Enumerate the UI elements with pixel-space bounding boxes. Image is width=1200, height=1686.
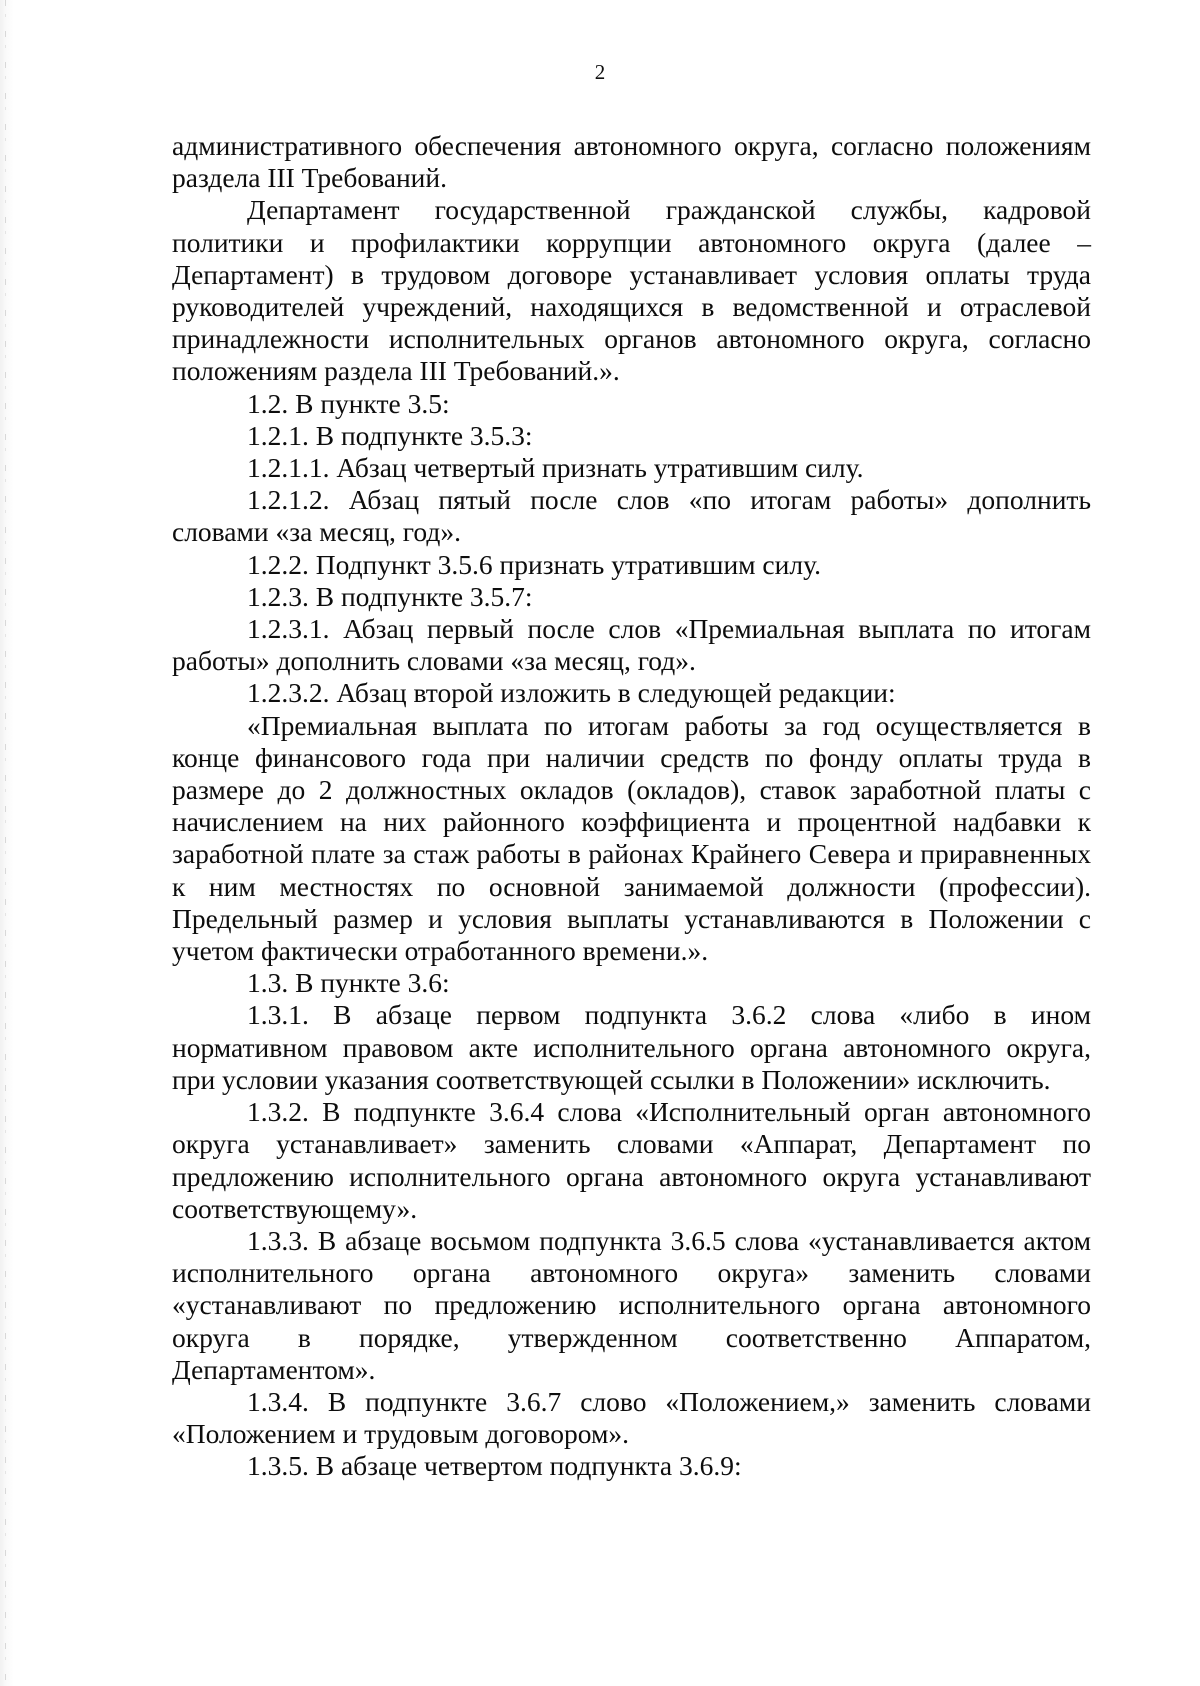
paragraph-item-1-3-4: 1.3.4. В подпункте 3.6.7 слово «Положением,» заменить словами «Положением и трудовым договором». — [172, 1385, 1091, 1450]
paragraph-department: Департамент государственной гражданской службы, кадровой политики и профилактики коррупции автономного округа (далее – Департамент) в трудовом договоре устанавливает условия оплаты труда руководителей учреждений, находящихся в ведомственной и отраслевой принадлежности исполнительных органов автономного округа, согласно положениям раздела III Требований.». — [172, 194, 1091, 387]
paragraph-item-1-3-5: 1.3.5. В абзаце четвертом подпункта 3.6.9: — [247, 1450, 742, 1482]
paragraph-item-1-2-1-2: 1.2.1.2. Абзац пятый после слов «по итогам работы» дополнить словами «за месяц, год». — [172, 484, 1091, 548]
paragraph-item-1-2-3-2: 1.2.3.2. Абзац второй изложить в следующей редакции: — [247, 677, 896, 709]
paragraph-item-1-2-1: 1.2.1. В подпункте 3.5.3: — [247, 419, 533, 451]
paragraph-item-1-2: 1.2. В пункте 3.5: — [247, 387, 450, 419]
paragraph-item-1-3-3: 1.3.3. В абзаце восьмом подпункта 3.6.5 слова «устанавливается актом исполнительного органа автономного округа» заменить словами «устанавливают по предложению исполнительного органа автономного округа в порядке, утвержденном соответственно Аппаратом, Департаментом». — [172, 1224, 1091, 1385]
page-number: 2 — [594, 60, 606, 84]
paragraph-item-1-2-2: 1.2.2. Подпункт 3.5.6 признать утратившим силу. — [247, 548, 821, 580]
paragraph-item-1-2-1-1: 1.2.1.1. Абзац четвертый признать утратившим силу. — [247, 452, 864, 484]
document-body — [172, 130, 1091, 1483]
paragraph-continuation: административного обеспечения автономного округа, согласно положениям раздела III Требований. — [172, 130, 1091, 194]
scan-edge — [0, 0, 14, 1686]
paragraph-item-1-3-1: 1.3.1. В абзаце первом подпункта 3.6.2 слова «либо в ином нормативном правовом акте исполнительного органа автономного округа, при условии указания соответствующей ссылки в Положении» исключить. — [172, 999, 1091, 1095]
paragraph-item-1-2-3-1: 1.2.3.1. Абзац первый после слов «Премиальная выплата по итогам работы» дополнить словами «за месяц, год». — [172, 613, 1091, 677]
paragraph-item-1-3-2: 1.3.2. В подпункте 3.6.4 слова «Исполнительный орган автономного округа устанавливает» заменить словами «Аппарат, Департамент по предложению исполнительного органа автономного округа устанавливают соответствующему». — [172, 1096, 1091, 1224]
paragraph-item-1-3: 1.3. В пункте 3.6: — [247, 967, 450, 999]
paragraph-quoted-text: «Премиальная выплата по итогам работы за год осуществляется в конце финансового года при наличии средств по фонду оплаты труда в размере до 2 должностных окладов (окладов), ставок заработной платы с начислением на них районного коэффициента и процентной надбавки к заработной плате за стаж работы в районах Крайнего Севера и приравненных к ним местностях по основной занимаемой должности (профессии). Предельный размер и условия выплаты устанавливаются в Положении с учетом фактически отработанного времени.». — [172, 709, 1091, 967]
paragraph-item-1-2-3: 1.2.3. В подпункте 3.5.7: — [247, 580, 533, 612]
